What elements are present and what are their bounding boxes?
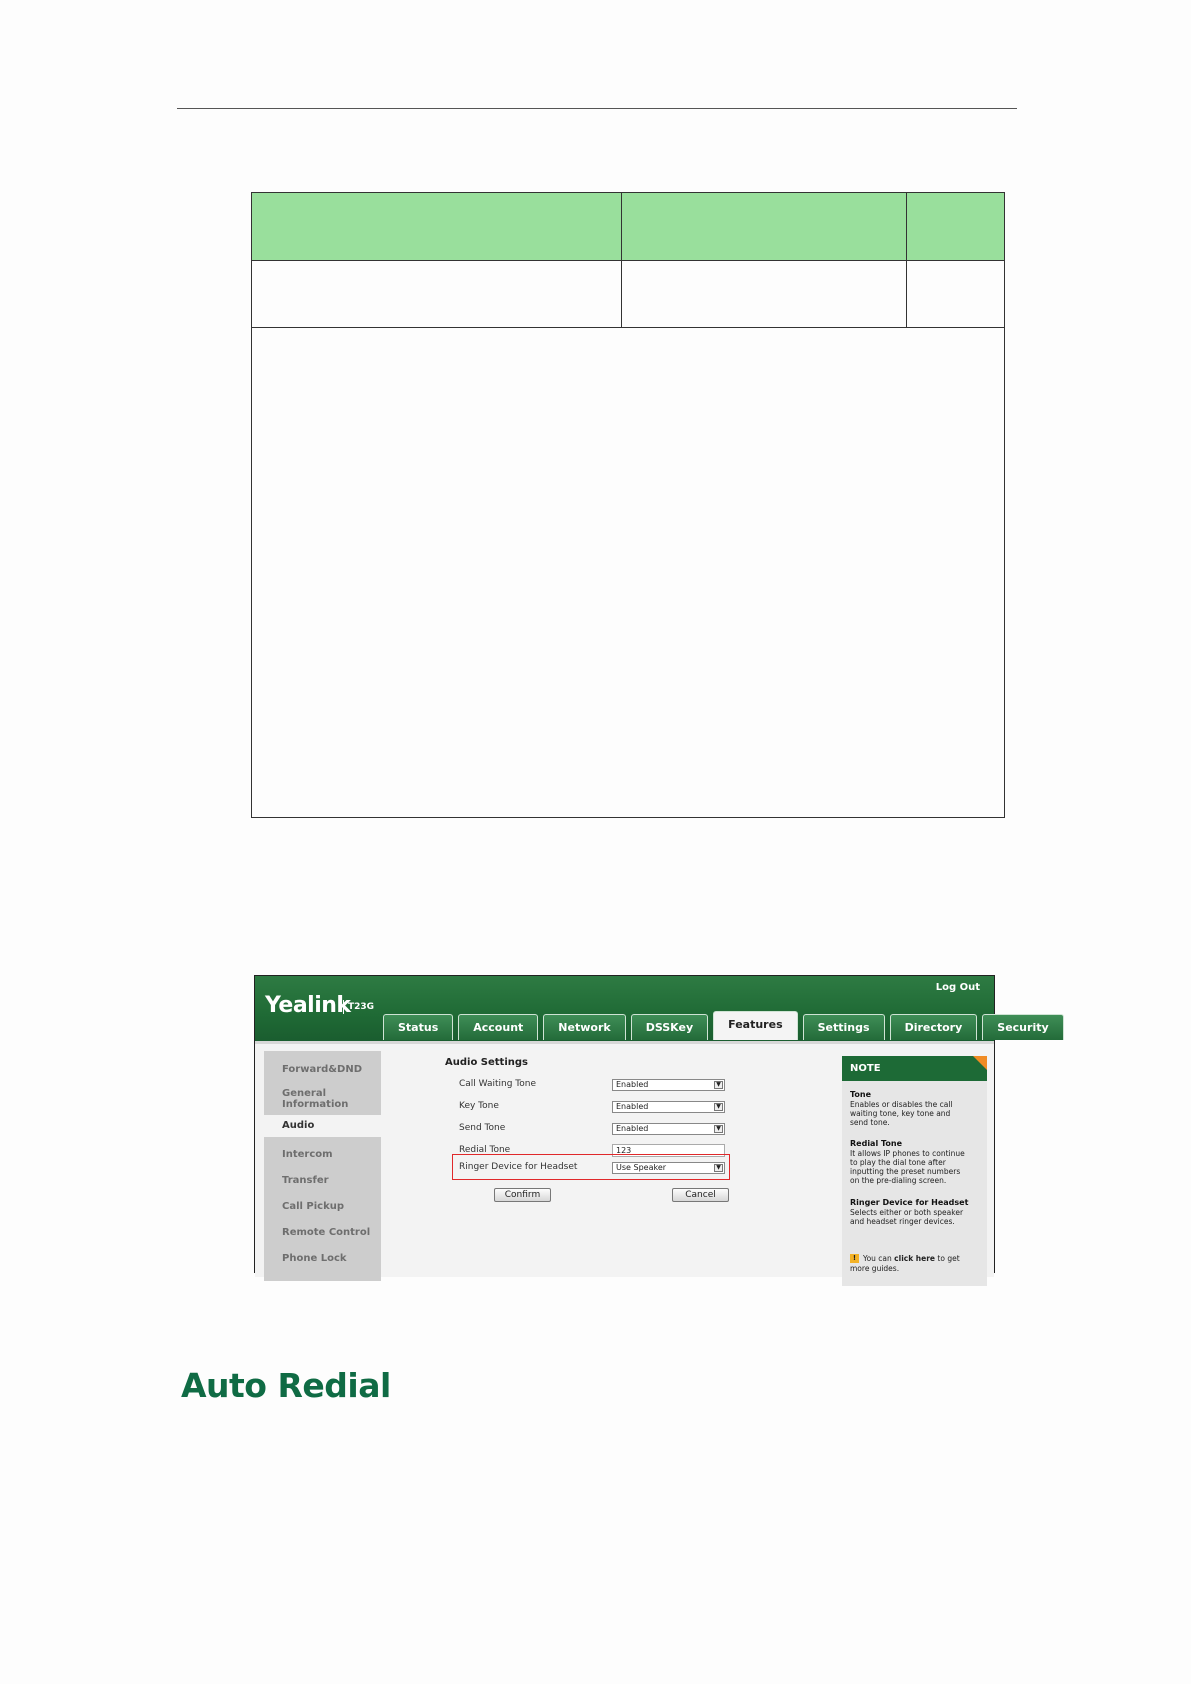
chevron-down-icon[interactable]: ▼ <box>714 1103 723 1111</box>
table-header-row <box>252 193 1004 261</box>
tab-status[interactable]: Status <box>383 1014 453 1040</box>
sidebar-item-general-information[interactable]: General Information <box>282 1088 349 1110</box>
model-label: T23G <box>343 1000 374 1014</box>
note-corner-icon <box>973 1056 987 1070</box>
chevron-down-icon[interactable]: ▼ <box>714 1081 723 1089</box>
field-label: Ringer Device for Headset <box>459 1162 578 1172</box>
table-column-divider <box>621 193 622 328</box>
note-title: NOTE <box>842 1056 987 1081</box>
note-panel <box>842 1056 987 1286</box>
click-here-link[interactable]: click here <box>894 1254 936 1263</box>
web-ui-screenshot <box>254 975 1049 1273</box>
note-item-title: Redial Tone <box>850 1139 902 1148</box>
sidebar <box>264 1051 381 1281</box>
cancel-button[interactable]: Cancel <box>672 1188 729 1202</box>
note-item-text: Enables or disables the call waiting tone, key tone and send tone. <box>850 1100 953 1127</box>
header-rule <box>177 108 1017 109</box>
field-label: Call Waiting Tone <box>459 1079 537 1089</box>
table-row <box>252 261 1004 328</box>
parameter-table <box>251 192 1005 818</box>
note-item-title: Ringer Device for Headset <box>850 1198 969 1207</box>
hint-text: You can <box>863 1254 895 1263</box>
sidebar-item-audio[interactable]: Audio <box>264 1115 390 1137</box>
content-area <box>255 1041 994 1277</box>
field-label: Key Tone <box>459 1101 499 1111</box>
tab-settings[interactable]: Settings <box>803 1014 885 1040</box>
tab-features[interactable]: Features <box>713 1011 797 1040</box>
sidebar-item-transfer[interactable]: Transfer <box>282 1175 329 1186</box>
section-heading: Auto Redial <box>181 1366 391 1405</box>
hint-text: to get more guides. <box>850 1254 960 1273</box>
yealink-logo: Yealink <box>265 993 351 1018</box>
call-waiting-tone-select[interactable] <box>612 1079 725 1091</box>
chevron-down-icon[interactable]: ▼ <box>714 1164 723 1172</box>
help-hint <box>850 1254 980 1274</box>
tab-directory[interactable]: Directory <box>890 1014 978 1040</box>
section-title: Audio Settings <box>445 1057 528 1068</box>
help-icon: ! <box>850 1254 859 1263</box>
top-bar <box>255 976 1049 1041</box>
tab-dsskey[interactable]: DSSKey <box>631 1014 708 1040</box>
tab-account[interactable]: Account <box>458 1014 538 1040</box>
sidebar-item-forward-dnd[interactable]: Forward&DND <box>282 1064 362 1075</box>
select-value: Enabled <box>616 1102 649 1111</box>
sidebar-item-remote-control[interactable]: Remote Control <box>282 1227 371 1238</box>
send-tone-select[interactable] <box>612 1123 725 1135</box>
sidebar-item-intercom[interactable]: Intercom <box>282 1149 333 1160</box>
note-item-text: Selects either or both speaker and headset ringer devices. <box>850 1208 964 1226</box>
sidebar-item-phone-lock[interactable]: Phone Lock <box>282 1253 347 1264</box>
note-item-text: It allows IP phones to continue to play the dial tone after inputting the preset numbers on the pre-dialing screen. <box>850 1149 965 1185</box>
tab-security[interactable]: Security <box>982 1014 1063 1040</box>
select-value: Enabled <box>616 1124 649 1133</box>
main-tabs <box>383 1014 1064 1041</box>
key-tone-select[interactable] <box>612 1101 725 1113</box>
select-value: Enabled <box>616 1080 649 1089</box>
sidebar-item-call-pickup[interactable]: Call Pickup <box>282 1201 345 1212</box>
field-label: Send Tone <box>459 1123 506 1133</box>
confirm-button[interactable]: Confirm <box>494 1188 551 1202</box>
redial-tone-input[interactable]: 123 <box>612 1144 725 1157</box>
tab-network[interactable]: Network <box>543 1014 625 1040</box>
ringer-device-select[interactable] <box>612 1162 725 1174</box>
note-item-title: Tone <box>850 1090 872 1099</box>
field-label: Redial Tone <box>459 1145 511 1155</box>
chevron-down-icon[interactable]: ▼ <box>714 1125 723 1133</box>
table-column-divider <box>906 193 907 328</box>
select-value: Use Speaker <box>616 1163 667 1172</box>
logout-link[interactable]: Log Out <box>935 982 980 993</box>
